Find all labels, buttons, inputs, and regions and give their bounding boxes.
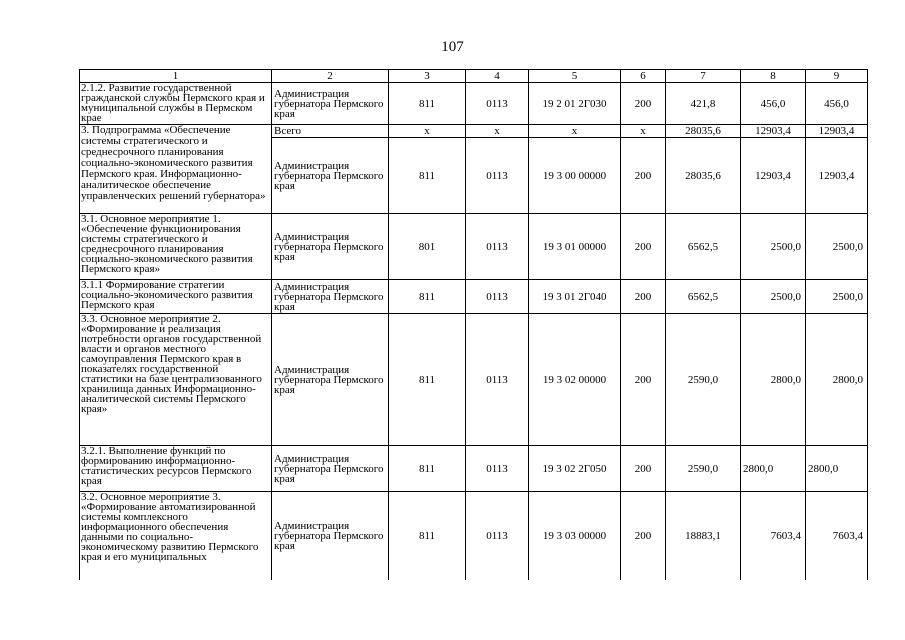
page-number: 107 [441, 39, 464, 55]
cell-section: 0113 [466, 138, 529, 214]
cell-section: 0113 [466, 492, 529, 580]
executor-org: Администрация губернатора Пермского края [272, 314, 389, 446]
cell-target-article: 19 3 01 2Г040 [529, 280, 621, 314]
executor-org: Администрация губернатора Пермского края [272, 492, 389, 580]
column-header: 1 [80, 70, 272, 83]
table-row [80, 492, 868, 580]
cell-section: х [466, 125, 529, 138]
column-header: 3 [389, 70, 466, 83]
cell-amount-y3: 2500,0 [806, 214, 868, 280]
measure-name: 3. Подпрограмма «Обеспечение системы стратегического и среднесрочного планирования социально-экономического развития Пермского края. Информационно-аналитическое обеспечение управленческих решений губернатора» [80, 125, 272, 214]
cell-amount-y2: 456,0 [741, 83, 806, 125]
table-row [80, 83, 868, 125]
cell-amount-y2: 2500,0 [741, 280, 806, 314]
measure-name: 3.1. Основное мероприятие 1. «Обеспечение функционирования системы стратегического и среднесрочного планирования социально-экономического развития Пермского края» [80, 214, 272, 280]
cell-grbs: 811 [389, 280, 466, 314]
cell-amount-y1: 6562,5 [666, 280, 741, 314]
cell-expense-type: х [621, 125, 666, 138]
cell-target-article: 19 2 01 2Г030 [529, 83, 621, 125]
cell-amount-y2: 12903,4 [741, 138, 806, 214]
budget-table [79, 69, 868, 580]
cell-amount-y2: 2800,0 [741, 314, 806, 446]
column-header: 2 [272, 70, 389, 83]
cell-amount-y3: 12903,4 [806, 125, 868, 138]
cell-amount-y3: 2500,0 [806, 280, 868, 314]
cell-expense-type: 200 [621, 280, 666, 314]
cell-amount-y3: 456,0 [806, 83, 868, 125]
table-row [80, 214, 868, 280]
cell-target-article: 19 3 02 00000 [529, 314, 621, 446]
column-header: 9 [806, 70, 868, 83]
cell-grbs: 801 [389, 214, 466, 280]
header-row [80, 70, 868, 83]
cell-expense-type: 200 [621, 446, 666, 492]
measure-name: 3.1.1 Формирование стратегии социально-экономического развития Пермского края [80, 280, 272, 314]
table-row [80, 314, 868, 446]
cell-amount-y2: 7603,4 [741, 492, 806, 580]
cell-section: 0113 [466, 314, 529, 446]
cell-expense-type: 200 [621, 214, 666, 280]
cell-expense-type: 200 [621, 83, 666, 125]
cell-section: 0113 [466, 446, 529, 492]
cell-amount-y2: 2500,0 [741, 214, 806, 280]
cell-target-article: 19 3 00 00000 [529, 138, 621, 214]
cell-target-article: 19 3 02 2Г050 [529, 446, 621, 492]
cell-amount-y2: 12903,4 [741, 125, 806, 138]
measure-name: 3.2. Основное мероприятие 3. «Формирование автоматизированной системы комплексного информационного обеспечения данными по социально-экономическому развитию Пермского края и его муниципальных [80, 492, 272, 580]
executor-org: Администрация губернатора Пермского края [272, 446, 389, 492]
measure-name: 2.1.2. Развитие государственной гражданской службы Пермского края и муниципальной службы в Пермском крае [80, 83, 272, 125]
cell-section: 0113 [466, 214, 529, 280]
cell-amount-y1: 2590,0 [666, 446, 741, 492]
cell-grbs: 811 [389, 314, 466, 446]
cell-expense-type: 200 [621, 492, 666, 580]
cell-amount-y2: 2800,0 [741, 446, 806, 492]
executor-org: Администрация губернатора Пермского края [272, 138, 389, 214]
cell-expense-type: 200 [621, 138, 666, 214]
table-row-total [80, 125, 868, 138]
cell-amount-y3: 2800,0 [806, 446, 868, 492]
cell-grbs: 811 [389, 492, 466, 580]
cell-expense-type: 200 [621, 314, 666, 446]
table-row [80, 446, 868, 492]
column-header: 4 [466, 70, 529, 83]
cell-section: 0113 [466, 280, 529, 314]
cell-grbs: х [389, 125, 466, 138]
cell-amount-y1: 2590,0 [666, 314, 741, 446]
total-label: Всего [272, 125, 389, 138]
cell-amount-y1: 28035,6 [666, 138, 741, 214]
cell-amount-y1: 28035,6 [666, 125, 741, 138]
column-header: 7 [666, 70, 741, 83]
cell-amount-y1: 18883,1 [666, 492, 741, 580]
executor-org: Администрация губернатора Пермского края [272, 214, 389, 280]
cell-target-article: 19 3 01 00000 [529, 214, 621, 280]
executor-org: Администрация губернатора Пермского края [272, 280, 389, 314]
column-header: 5 [529, 70, 621, 83]
cell-amount-y3: 2800,0 [806, 314, 868, 446]
table-row [80, 280, 868, 314]
cell-section: 0113 [466, 83, 529, 125]
cell-target-article: х [529, 125, 621, 138]
executor-org: Администрация губернатора Пермского края [272, 83, 389, 125]
cell-amount-y1: 6562,5 [666, 214, 741, 280]
cell-grbs: 811 [389, 138, 466, 214]
cell-amount-y3: 7603,4 [806, 492, 868, 580]
cell-target-article: 19 3 03 00000 [529, 492, 621, 580]
measure-name: 3.2.1. Выполнение функций по формированию информационно-статистических ресурсов Пермского края [80, 446, 272, 492]
measure-name: 3.3. Основное мероприятие 2. «Формирование и реализация потребности органов государственной власти и органов местного самоуправления Пермского края в показателях государственной статистики на базе централизованного хранилища данных Информационно-аналитической системы Пермского края» [80, 314, 272, 446]
column-header: 8 [741, 70, 806, 83]
column-header: 6 [621, 70, 666, 83]
cell-amount-y1: 421,8 [666, 83, 741, 125]
cell-grbs: 811 [389, 446, 466, 492]
cell-grbs: 811 [389, 83, 466, 125]
cell-amount-y3: 12903,4 [806, 138, 868, 214]
